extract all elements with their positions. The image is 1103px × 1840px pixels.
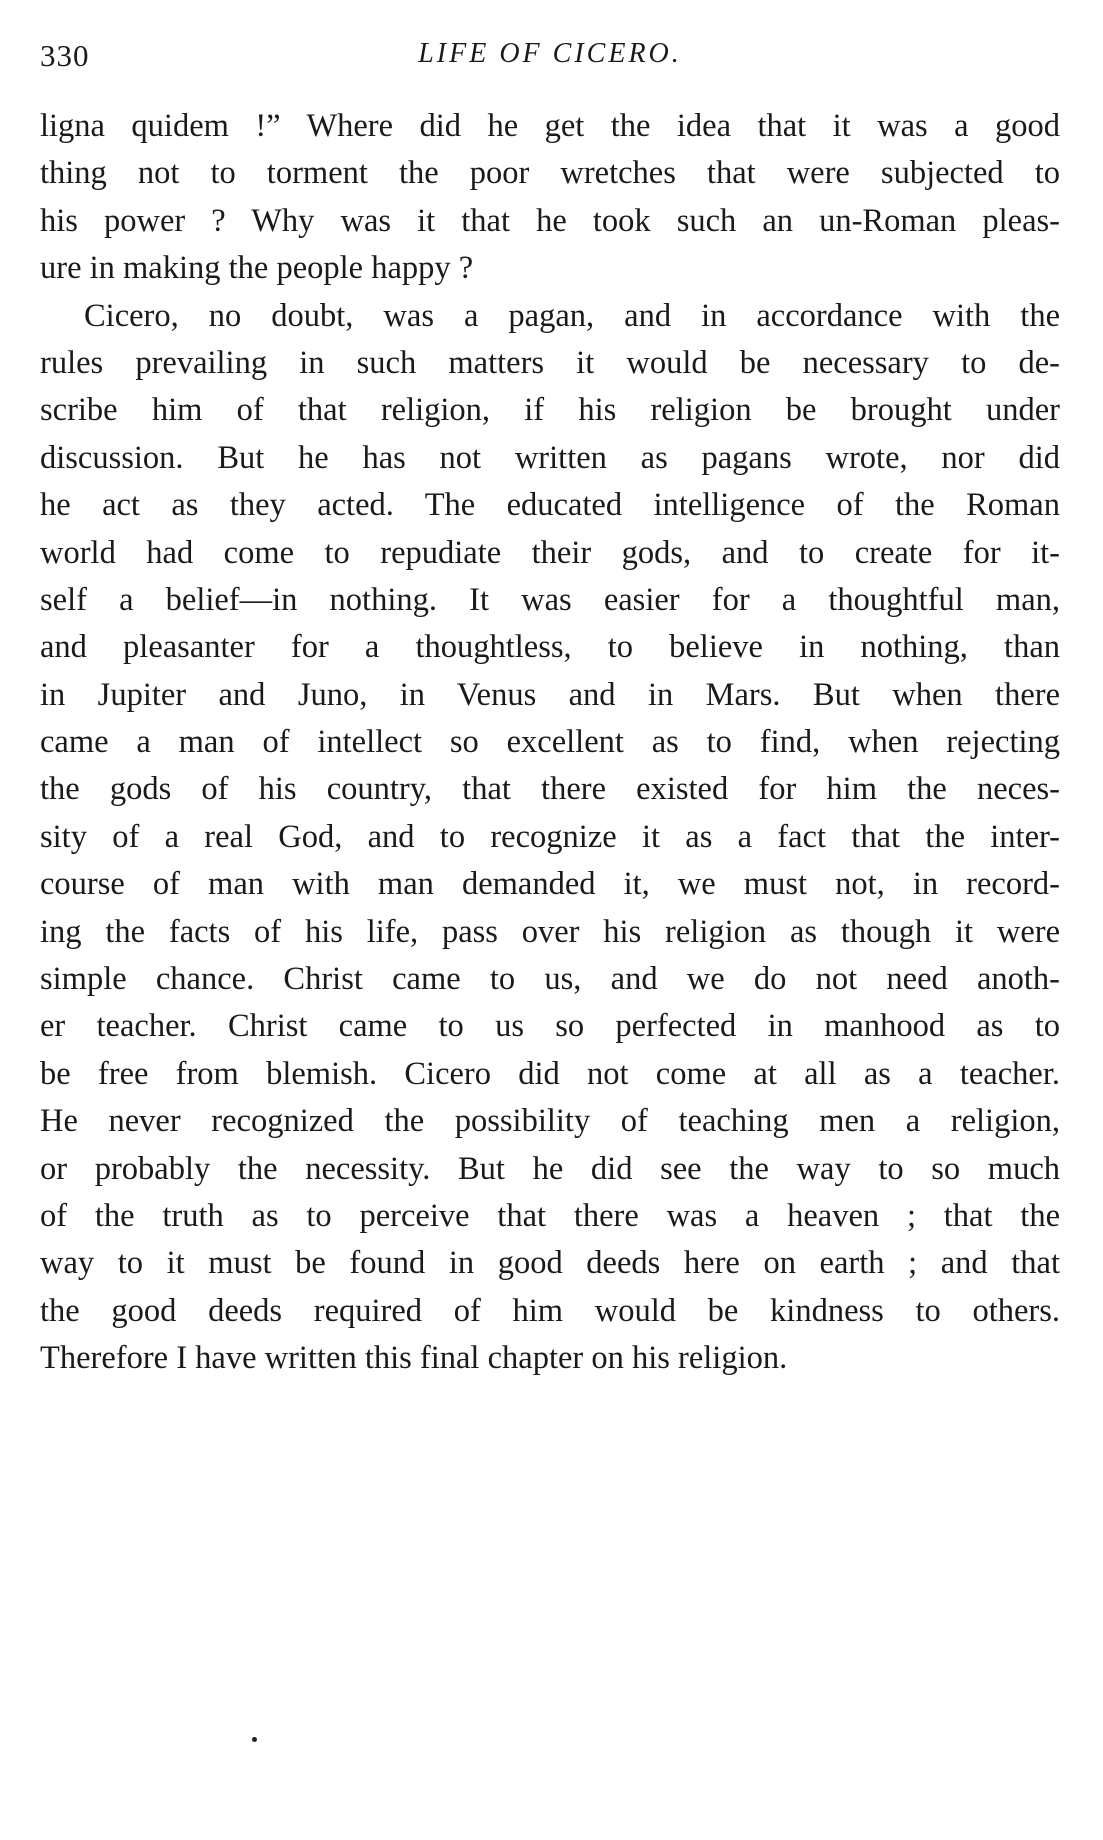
text-line: Therefore I have written this final chapter on his religion. (40, 1340, 788, 1377)
text-line: way to it must be found in good deeds here on earth ; and that (40, 1245, 1060, 1282)
running-head (40, 38, 1060, 82)
text-line: and pleasanter for a thoughtless, to believe in nothing, than (40, 629, 1060, 666)
text-line: sity of a real God, and to recognize it as a fact that the inter- (40, 818, 1060, 855)
text-line: he act as they acted. The educated intelligence of the Roman (40, 487, 1060, 524)
text-line: thing not to torment the poor wretches that were subjected to (40, 155, 1060, 192)
text-line: ure in making the people happy ? (40, 250, 474, 287)
text-line: in Jupiter and Juno, in Venus and in Mars. But when there (40, 676, 1060, 713)
text-line: rules prevailing in such matters it would be necessary to de- (40, 344, 1060, 381)
text-line: the good deeds required of him would be kindness to others. (40, 1292, 1060, 1329)
text-line: scribe him of that religion, if his religion be brought under (40, 392, 1060, 429)
text-line: of the truth as to perceive that there was a heaven ; that the (40, 1197, 1060, 1234)
text-line: He never recognized the possibility of teaching men a religion, (40, 1103, 1060, 1140)
text-line: the gods of his country, that there existed for him the neces- (40, 771, 1060, 808)
text-line: world had come to repudiate their gods, and to create for it- (40, 534, 1060, 571)
paragraph-2 (40, 293, 1060, 1383)
text-line: or probably the necessity. But he did see the way to so much (40, 1150, 1060, 1187)
text-line: simple chance. Christ came to us, and we do not need anoth- (40, 961, 1060, 998)
paragraph-1 (40, 103, 1060, 293)
text-line: ligna quidem !” Where did he get the idea that it was a good (40, 108, 1060, 144)
text-line: came a man of intellect so excellent as to find, when rejecting (40, 724, 1060, 761)
text-line: er teacher. Christ came to us so perfected in manhood as to (40, 1008, 1060, 1045)
text-line: self a belief—in nothing. It was easier for a thoughtful man, (40, 581, 1060, 618)
page-number: 330 (40, 38, 90, 73)
text-line: Cicero, no doubt, was a pagan, and in accordance with the (84, 297, 1060, 334)
text-line: his power ? Why was it that he took such an un-Roman pleas- (40, 202, 1060, 239)
ink-speck (252, 1737, 257, 1742)
text-line: ing the facts of his life, pass over his religion as though it were (40, 913, 1060, 950)
text-line: be free from blemish. Cicero did not come at all as a teacher. (40, 1055, 1060, 1092)
text-line: discussion. But he has not written as pagans wrote, nor did (40, 439, 1060, 476)
body-text (40, 103, 1060, 1383)
running-title: LIFE OF CICERO. (418, 38, 682, 69)
text-line: course of man with man demanded it, we must not, in record- (40, 866, 1060, 903)
